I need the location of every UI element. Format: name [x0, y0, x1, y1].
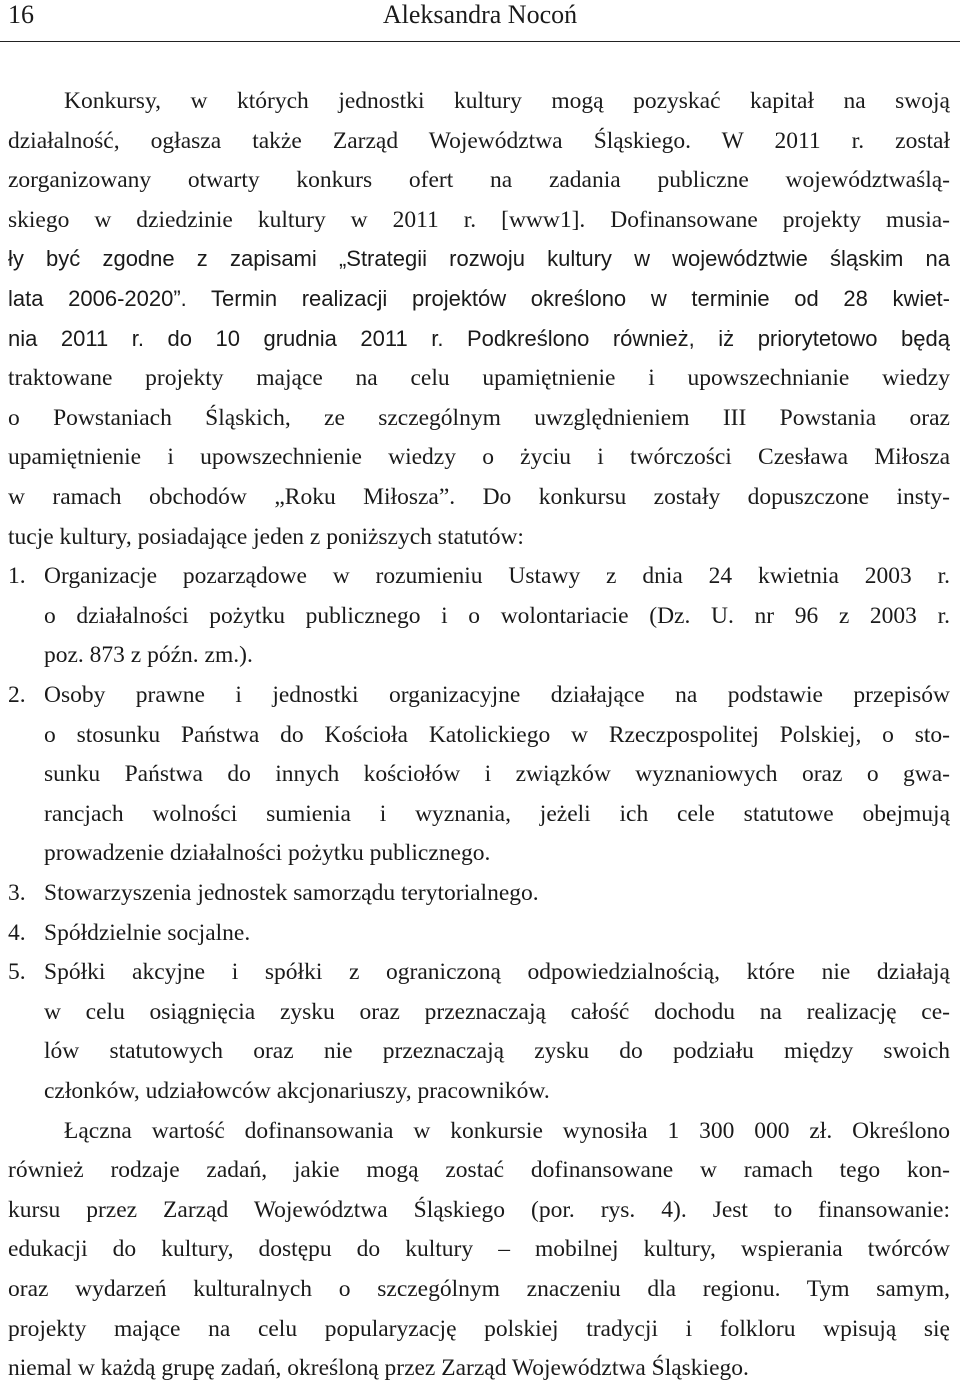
page-header	[0, 0, 960, 40]
paragraph-line: niemal w każdą grupę zadań, określoną przez Zarząd Województwa Śląskiego.	[8, 1355, 749, 1381]
list-item-line: prowadzenie działalności pożytku publicznego.	[44, 840, 491, 866]
paragraph-line: lata 2006-2020”. Termin realizacji projektów określono w terminie od 28 kwiet-	[8, 286, 950, 311]
paragraph-line: działalność, ogłasza także Zarząd Województwa Śląskiego. W 2011 r. został	[8, 128, 950, 154]
list-item-line: o stosunku Państwa do Kościoła Katolickiego w Rzeczpospolitej Polskiej, o sto-	[44, 722, 950, 748]
paragraph-line: projekty mające na celu popularyzację polskiej tradycji i folkloru wpisują się	[8, 1316, 950, 1342]
list-item-line: rancjach wolności sumienia i wyznania, jeżeli ich cele statutowe obejmują	[44, 801, 950, 827]
list-item-line: Organizacje pozarządowe w rozumieniu Ustawy z dnia 24 kwietnia 2003 r.	[44, 563, 950, 589]
paragraph-line: zorganizowany otwarty konkurs ofert na zadania publiczne województwaślą-	[8, 167, 950, 193]
paragraph-line: oraz wydarzeń kulturalnych o szczególnym znaczeniu dla regionu. Tym samym,	[8, 1276, 950, 1302]
paragraph-line: o Powstaniach Śląskich, ze szczególnym uwzględnieniem III Powstania oraz	[8, 405, 950, 431]
paragraph-line: nia 2011 r. do 10 grudnia 2011 r. Podkreślono również, iż priorytetowo będą	[8, 326, 950, 351]
paragraph-line: Łączna wartość dofinansowania w konkursie wynosiła 1 300 000 zł. Określono	[64, 1118, 950, 1144]
list-item-line: członków, udziałowców akcjonariuszy, pracowników.	[44, 1078, 550, 1104]
list-number: 2.	[8, 682, 26, 708]
paragraph-line: ły być zgodne z zapisami „Strategii rozwoju kultury w województwie śląskim na	[8, 246, 950, 271]
list-item-line: Osoby prawne i jednostki organizacyjne działające na podstawie przepisów	[44, 682, 950, 708]
list-item-line: Spółki akcyjne i spółki z ograniczoną odpowiedzialnością, które nie działają	[44, 959, 950, 985]
paragraph-line: tucje kultury, posiadające jeden z poniższych statutów:	[8, 524, 524, 550]
list-item-line: Stowarzyszenia jednostek samorządu terytorialnego.	[44, 880, 539, 906]
list-item-line: lów statutowych oraz nie przeznaczają zysku do podziału między swoich	[44, 1038, 950, 1064]
paragraph-line: w ramach obchodów „Roku Miłosza”. Do konkursu zostały dopuszczone insty-	[8, 484, 950, 510]
paragraph-line: traktowane projekty mające na celu upamiętnienie i upowszechnianie wiedzy	[8, 365, 950, 391]
list-number: 3.	[8, 880, 26, 906]
list-item-line: sunku Państwa do innych kościołów i związków wyznaniowych oraz o gwa-	[44, 761, 950, 787]
paragraph-line: kursu przez Zarząd Województwa Śląskiego (por. rys. 4). Jest to finansowanie:	[8, 1197, 950, 1223]
page-number: 16	[8, 0, 34, 29]
paragraph-line: edukacji do kultury, dostępu do kultury – mobilnej kultury, wspierania twórców	[8, 1236, 950, 1262]
list-item-line: o działalności pożytku publicznego i o wolontariacie (Dz. U. nr 96 z 2003 r.	[44, 603, 950, 629]
list-item-line: Spółdzielnie socjalne.	[44, 920, 251, 946]
paragraph-line: również rodzaje zadań, jakie mogą zostać dofinansowane w ramach tego kon-	[8, 1157, 950, 1183]
running-head: Aleksandra Nocoń	[382, 0, 578, 29]
list-number: 1.	[8, 563, 26, 589]
list-number: 5.	[8, 959, 26, 985]
paragraph-line: skiego w dziedzinie kultury w 2011 r. [www1]. Dofinansowane projekty musia-	[8, 207, 950, 233]
paragraph-line: upamiętnienie i upowszechnienie wiedzy o życiu i twórczości Czesława Miłosza	[8, 444, 950, 470]
list-item-line: poz. 873 z późn. zm.).	[44, 642, 253, 668]
list-number: 4.	[8, 920, 26, 946]
paragraph-line: Konkursy, w których jednostki kultury mogą pozyskać kapitał na swoją	[64, 88, 950, 114]
header-rule	[0, 41, 960, 42]
list-item-line: w celu osiągnięcia zysku oraz przeznaczają całość dochodu na realizację ce-	[44, 999, 950, 1025]
